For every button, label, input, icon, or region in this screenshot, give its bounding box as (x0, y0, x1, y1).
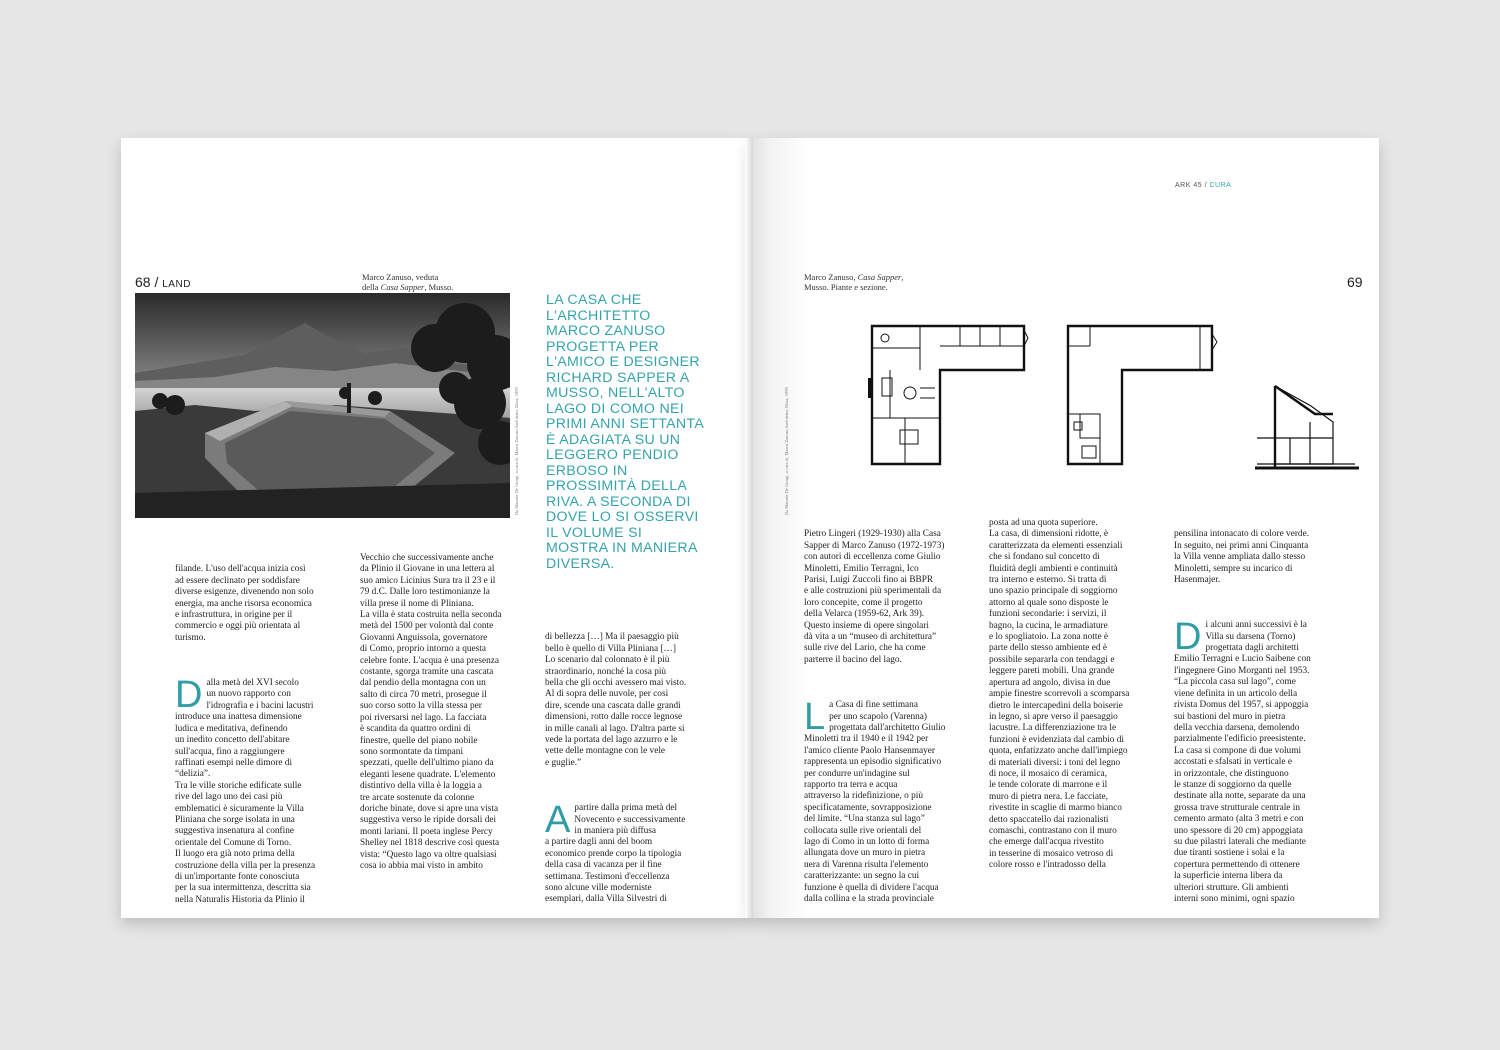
upper-floor-plan (1068, 326, 1217, 464)
right-column-1 (804, 518, 976, 917)
plan-caption-line1: Marco Zanuso, Casa Sapper, (804, 272, 904, 282)
floor-plans-drawing (860, 318, 1360, 478)
right-page-number: 69 (1347, 274, 1363, 290)
left-col3-top: di bellezza […] Ma il paesaggio più bello è quello di Villa Pliniana […] Lo scenario dal colonnato è il più straordinario, nonché la cosa più bella che gli occhi avessero mai visto. Al di sopra delle nuvole, per così dire, scende una cascata dalle grandi dimensioni, rotto dalle rocce legnose in mille canali al lago. D'altra parte si vede la portata del lago azzurro e le vette delle montagne con le vele e guglie.” (545, 632, 687, 768)
photo-caption-line2: della Casa Sapper, Musso. (362, 282, 454, 292)
drop-cap-l: L (804, 696, 826, 739)
right-col3-paragraph: Di alcuni anni successivi è la Villa su darsena (Torno) progettata dagli architetti Emilio Terragni e Lucio Saibene con l'ingegnere Gino Morganti nel 1953. “La piccola casa sul lago”, come viene definita in un articolo della rivista Domus del 1957, si appoggia sui bastioni del muro in pietra della vecchia darsena, demolendo parzialmente l'edificio preesistente. La casa si compone di due volumi accostati e sfalsati in verticale e in orizzontale, che distinguono le stanze di soggiorno da quelle destinate alla notte, separate da una grossa trave strutturale centrale in cemento armato (alta 3 metri e con uno spessore di 20 cm) appoggiata su due pilastri laterali che mediante due tiranti sostiene i solai e la copertura permettendo di ottenere la superficie interna libera da ulteriori strutture. Gli ambienti interni sono minimi, ogni spazio (1174, 616, 1311, 904)
magazine-issue: ARK 45 (1175, 182, 1203, 189)
plan-caption (804, 272, 903, 292)
right-col1-top: Pietro Lingeri (1929-1930) alla Casa Sapper di Marco Zanuso (1972-1973) con autori di eccellenza come Giulio Minoletti, Emilio Terragni, Ico Parisi, Luigi Zuccoli fino ai BBPR e alle costruzioni più sperimentali da loro concepite, come il progetto della Velarca (1959-62, Ark 39). Questo insieme di opere singolari dà vita a un “museo di architettura” sulle rive del Lario, che ha come parterre il bacino del lago. (804, 529, 945, 665)
left-folio (135, 274, 191, 290)
plan-credit: Da Manolo De Giorgi, a cura di, Marco Zanuso Architetto, Skira, 1999 (784, 387, 789, 515)
section-name: CURA (1209, 182, 1232, 189)
left-folio-section: LAND (162, 279, 191, 290)
left-col3-paragraph: Apartire dalla prima metà del Novecento e successivamente in maniera più diffusa a partire dagli anni del boom economico prende corpo la tipologia della casa di vacanza per il fine settimana. Testimoni d'eccellenza sono alcune ville moderniste esemplari, dalla Villa Silvestri di (545, 799, 686, 905)
drop-cap-d: D (175, 674, 203, 717)
right-column-3 (1174, 518, 1346, 917)
lake-house-photo-image (135, 293, 510, 518)
photo-caption-line1: Marco Zanuso, veduta (362, 272, 439, 282)
ground-floor-plan (870, 326, 1028, 464)
floor-plans-svg (860, 318, 1360, 478)
left-column-1 (175, 553, 340, 918)
left-col1-paragraph: Dalla metà del XVI secolo un nuovo rapporto con l'idrografia e i bacini lacustri introduce una inattesa dimensione ludica e meditativa, definendo un inedito concetto dell'abitare sull'acqua, fino a raggiungere raffinati esempi nelle dimore di “delizia”. Tra le ville storiche edificate sulle rive del lago uno dei casi più emblematici è sicuramente la Villa Pliniana che sorge isolata in una suggestiva insenatura al confine orientale del Comune di Torno. Il luogo era già noto prima della costruzione della villa per la presenza di un'importante fonte conosciuta per la sua intermittenza, descritta sia nella Naturalis Historia da Plinio il (175, 674, 316, 905)
left-col1-top: filande. L'uso dell'acqua inizia così ad essere declinato per soddisfare diverse esigenze, divenendo non solo energia, ma anche risorsa economica e infrastruttura, in origine per il commercio e oggi più orientata al turismo. (175, 564, 314, 643)
left-column-2: Vecchio che successivamente anche da Plinio il Giovane in una lettera al suo amico Licinius Sura tra il 23 e il 79 d.C. Dalle loro testimonianze la villa prese il nome di Pliniana. La villa è stata costruita nella seconda metà del 1500 per volontà dal conte Giovanni Anguissola, governatore di Como, proprio intorno a questa celebre fonte. L'acqua è una presenza costante, sgorga tramite una cascata dal pendio della montagna con un salto di circa 70 metri, prosegue il suo corso sotto la villa stessa per poi riversarsi nel lago. La facciata è scandita da quattro ordini di finestre, quelle del piano nobile sono sormontate da timpani spezzati, quelle dell'ultimo piano da eleganti lesene quadrate. L'elemento distintivo della villa è la loggia a tre arcate sostenute da colonne doriche binate, dove si apre una vista suggestiva verso le ripide dorsali dei monti lariani. Il poeta inglese Percy Shelley nel 1818 descrive così questa vista: “Questo lago va oltre qualsiasi cosa io abbia mai visto in ambito (360, 553, 502, 871)
left-column-3 (545, 621, 710, 917)
drop-cap-d-right: D (1174, 616, 1202, 659)
lake-house-photo (135, 293, 510, 518)
photo-credit: Da Manolo De Giorgi, a cura di, Marco Zanuso Architetto, Skira, 1999 (514, 387, 519, 515)
running-header: ARK 45 / CURA (1175, 182, 1232, 189)
left-folio-separator: / (154, 274, 159, 290)
photo-caption (362, 272, 453, 292)
drop-cap-a: A (545, 799, 571, 842)
spine-gutter (745, 138, 753, 918)
right-column-2: posta ad una quota superiore. La casa, di dimensioni ridotte, è caratterizzata da elementi essenziali che si fondano sul concetto di fluidità degli ambienti e continuità tra interno e esterno. Si tratta di uno spazio principale di soggiorno attorno al quale sono disposte le funzioni secondarie: i servizi, il bagno, la cucina, le armadiature e lo spogliatoio. La zona notte è parte dello stesso ambiente ed è possibile separarla con tendaggi e leggere pareti mobili. Una grande apertura ad angolo, divisa in due ampie finestre scorrevoli a scomparsa dietro le intercapedini della boiserie in legno, si apre verso il paesaggio lacustre. La differenziazione tra le funzioni è evidenziata dal cambio di quota, enfatizzato anche dall'impiego di materiali diversi: i toni del legno di noce, il mosaico di ceramica, le tende colorate di marrone e il muro di pietra nera. Le facciate, rivestite in scaglie di marmo bianco detto spaccatello dai razionalisti comaschi, contrastano con il muro che emerge dall'acqua rivestito in tesserine di mosaico vetroso di colore rosso e l'intradosso della (989, 518, 1130, 871)
pull-quote: LA CASA CHE L'ARCHITETTO MARCO ZANUSO PROGETTA PER L'AMICO E DESIGNER RICHARD SAPPER A MUSSO, NELL'ALTO LAGO DI COMO NEI PRIMI ANNI SETTANTA È ADAGIATA SU UN LEGGERO PENDIO ERBOSO IN PROSSIMITÀ DELLA RIVA. A SECONDA DI DOVE LO SI OSSERVI IL VOLUME SI MOSTRA IN MANIERA DIVERSA. (546, 292, 704, 572)
section-drawing (1255, 386, 1359, 468)
right-col1-paragraph: La Casa di fine settimana per uno scapolo (Varenna) progettata dall'architetto Giulio Minoletti tra il 1940 e il 1942 per l'amico cliente Paolo Hansenmayer rappresenta un episodio significativo per condurre un'indagine sul rapporto tra terra e acqua attraverso la ridefinizione, o più specificatamente, sovrapposizione del limite. “Una stanza sul lago” collocata sulle rive orientali del lago di Como in un lotto di forma allungata dove un muro in pietra nera di Varenna risulta l'elemento caratterizzante: un segno la cui funzione è quella di dividere l'acqua dalla collina e la strada provinciale (804, 696, 946, 904)
left-page-number: 68 (135, 274, 151, 290)
right-col3-top: pensilina intonacato di colore verde. In seguito, nei primi anni Cinquanta la Villa venne ampliata dallo stesso Minoletti, sempre su incarico di Hasenmajer. (1174, 529, 1310, 586)
plan-caption-line2: Musso. Piante e sezione. (804, 282, 888, 292)
